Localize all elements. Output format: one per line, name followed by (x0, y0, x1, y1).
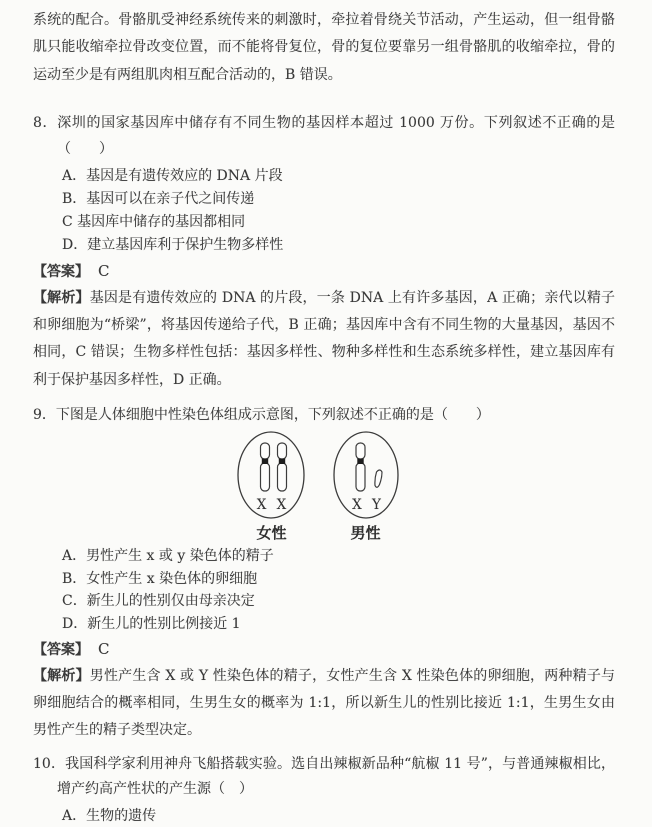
answer-value: C (98, 261, 110, 280)
question-10-option-a: A．生物的遗传 (62, 808, 157, 825)
chromosome-pair-label: X X (256, 497, 289, 514)
question-8-option-b: B．基因可以在亲子代之间传递 (62, 190, 255, 207)
female-cell-diagram (237, 430, 307, 542)
sex-chromosome-diagram (27, 430, 609, 542)
answer-value: C (98, 640, 110, 659)
answer-label: 【答案】 (33, 642, 89, 659)
question-10-stem (33, 752, 615, 802)
female-cell-drawing (237, 430, 307, 520)
question-10-stem-text: 我国科学家利用神舟飞船搭载实验。选自出辣椒新品种“航椒 11 号”，与普通辣椒相比，增产约高产性状的产生源（ ） (57, 756, 615, 798)
analysis-text: 基因是有遗传效应的 DNA 的片段，一条 DNA 上有许多基因，A 正确；亲代以精子和卵细胞为“桥梁”，将基因传递给子代，B 正确；基因库中含有不同生物的大量基因，基因不相同，C 错误；生物多样性包括：基因多样性、物种多样性和生态系统多样性，建立基因库有利于保护基因多样性，D 正确。 (33, 289, 616, 388)
question-9 (33, 402, 615, 744)
male-cell-drawing (332, 430, 400, 520)
x-chromosome-icon (260, 443, 269, 491)
female-label: 女性 (256, 524, 287, 543)
question-9-option-b: B．女性产生 x 染色体的卵细胞 (62, 570, 258, 587)
question-9-stem-text: 下图是人体细胞中性染色体组成示意图，下列叙述不正确的是（ ） (55, 407, 490, 424)
question-8-analysis (33, 285, 615, 394)
analysis-text: 男性产生含 X 或 Y 性染色体的精子，女性产生含 X 性染色体的卵细胞，两种精子与卵细胞结合的概率相同，生男生女的概率为 1:1，所以新生儿的性别比接近 1:1，生男生女由男性产生的精子类型决定。 (33, 668, 616, 739)
analysis-label: 【解析】 (33, 289, 90, 306)
question-9-option-c: C．新生儿的性别仅由母亲决定 (62, 593, 255, 610)
question-8 (33, 110, 615, 394)
question-9-analysis (33, 663, 615, 744)
question-10-options (33, 805, 615, 827)
question-8-options (33, 165, 615, 257)
question-8-number: 8． (33, 114, 58, 131)
question-8-option-c: C 基因库中储存的基因都相同 (62, 213, 246, 230)
question-9-stem (33, 402, 615, 428)
question-8-option-d: D．建立基因库利于保护生物多样性 (62, 236, 284, 253)
male-label: 男性 (350, 524, 381, 543)
male-cell-diagram (332, 430, 400, 542)
question-10-number: 10． (33, 756, 66, 773)
x-chromosome-icon (356, 443, 365, 491)
question-8-option-a: A．基因是有遗传效应的 DNA 片段 (62, 167, 283, 184)
answer-label: 【答案】 (33, 263, 89, 280)
question-8-answer-row (33, 259, 615, 284)
question-9-number: 9． (33, 407, 56, 424)
chromosome-pair-label: X Y (351, 497, 384, 514)
document-content (33, 7, 615, 827)
analysis-label: 【解析】 (33, 668, 90, 685)
question-9-option-d: D．新生儿的性别比例接近 1 (62, 615, 241, 632)
question-9-answer-row (33, 637, 615, 662)
question-10 (33, 752, 615, 827)
question-9-option-a: A．男性产生 x 或 y 染色体的精子 (62, 548, 274, 565)
x-chromosome-icon (277, 443, 286, 491)
question-8-stem-text: 深圳的国家基因库中储存有不同生物的基因样本超过 1000 万份。下列叙述不正确的是（ ） (57, 114, 615, 157)
y-chromosome-icon (374, 470, 381, 487)
question-8-stem (33, 110, 615, 162)
question-9-options (33, 545, 615, 635)
intro-paragraph: 系统的配合。骨骼肌受神经系统传来的刺激时，牵拉着骨绕关节活动，产生运动，但一组骨骼肌只能收缩牵拉骨改变位置，而不能将骨复位，骨的复位要靠另一组骨骼肌的收缩牵拉，骨的运动至少是有两组肌肉相互配合活动的，B 错误。 (33, 12, 615, 83)
